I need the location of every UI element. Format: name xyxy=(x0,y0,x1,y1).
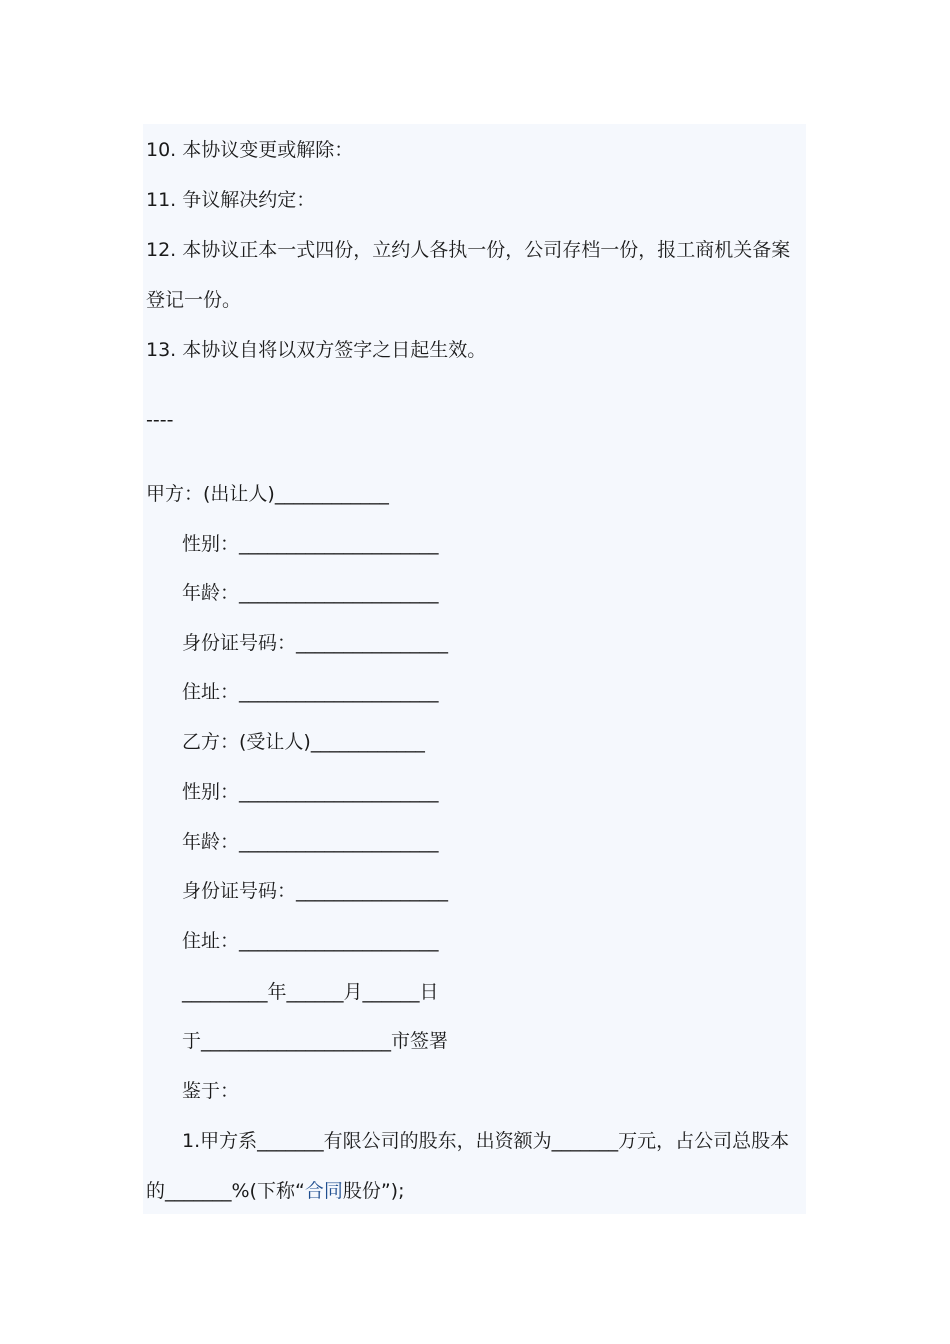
party-a-heading: 甲方：(出让人)____________ xyxy=(146,483,389,505)
recital-1: 1.甲方系_______有限公司的股东，出资额为_______万元，占公司总股本 xyxy=(182,1130,790,1152)
contract-link[interactable]: 合同 xyxy=(304,1180,343,1202)
party-b-gender: 性别：_____________________ xyxy=(182,781,439,803)
place-line: 于____________________市签署 xyxy=(182,1030,449,1052)
whereas-heading: 鉴于： xyxy=(182,1080,240,1102)
party-b-address: 住址：_____________________ xyxy=(182,930,439,952)
clause-13: 13. 本协议自将以双方签字之日起生效。 xyxy=(146,339,487,361)
party-a-address: 住址：_____________________ xyxy=(182,681,439,703)
recital-1-suffix: 股份”); xyxy=(342,1180,405,1202)
recital-1-continued xyxy=(146,1178,405,1204)
party-a-id-number: 身份证号码：________________ xyxy=(182,632,449,654)
party-b-id-number: 身份证号码：________________ xyxy=(182,880,449,902)
clause-12-continued: 登记一份。 xyxy=(146,289,242,311)
party-b-heading: 乙方：(受让人)____________ xyxy=(182,731,425,753)
party-a-age: 年龄：_____________________ xyxy=(182,582,439,604)
date-line: _________年______月______日 xyxy=(182,981,439,1003)
party-b-age: 年龄：_____________________ xyxy=(182,831,439,853)
clause-11: 11. 争议解决约定： xyxy=(146,189,316,211)
party-a-gender: 性别：_____________________ xyxy=(182,533,439,555)
separator: ---- xyxy=(146,409,174,431)
recital-1-prefix: 的_______%(下称“ xyxy=(146,1180,305,1202)
clause-12: 12. 本协议正本一式四份，立约人各执一份，公司存档一份，报工商机关备案 xyxy=(146,239,791,261)
clause-10: 10. 本协议变更或解除： xyxy=(146,139,354,161)
